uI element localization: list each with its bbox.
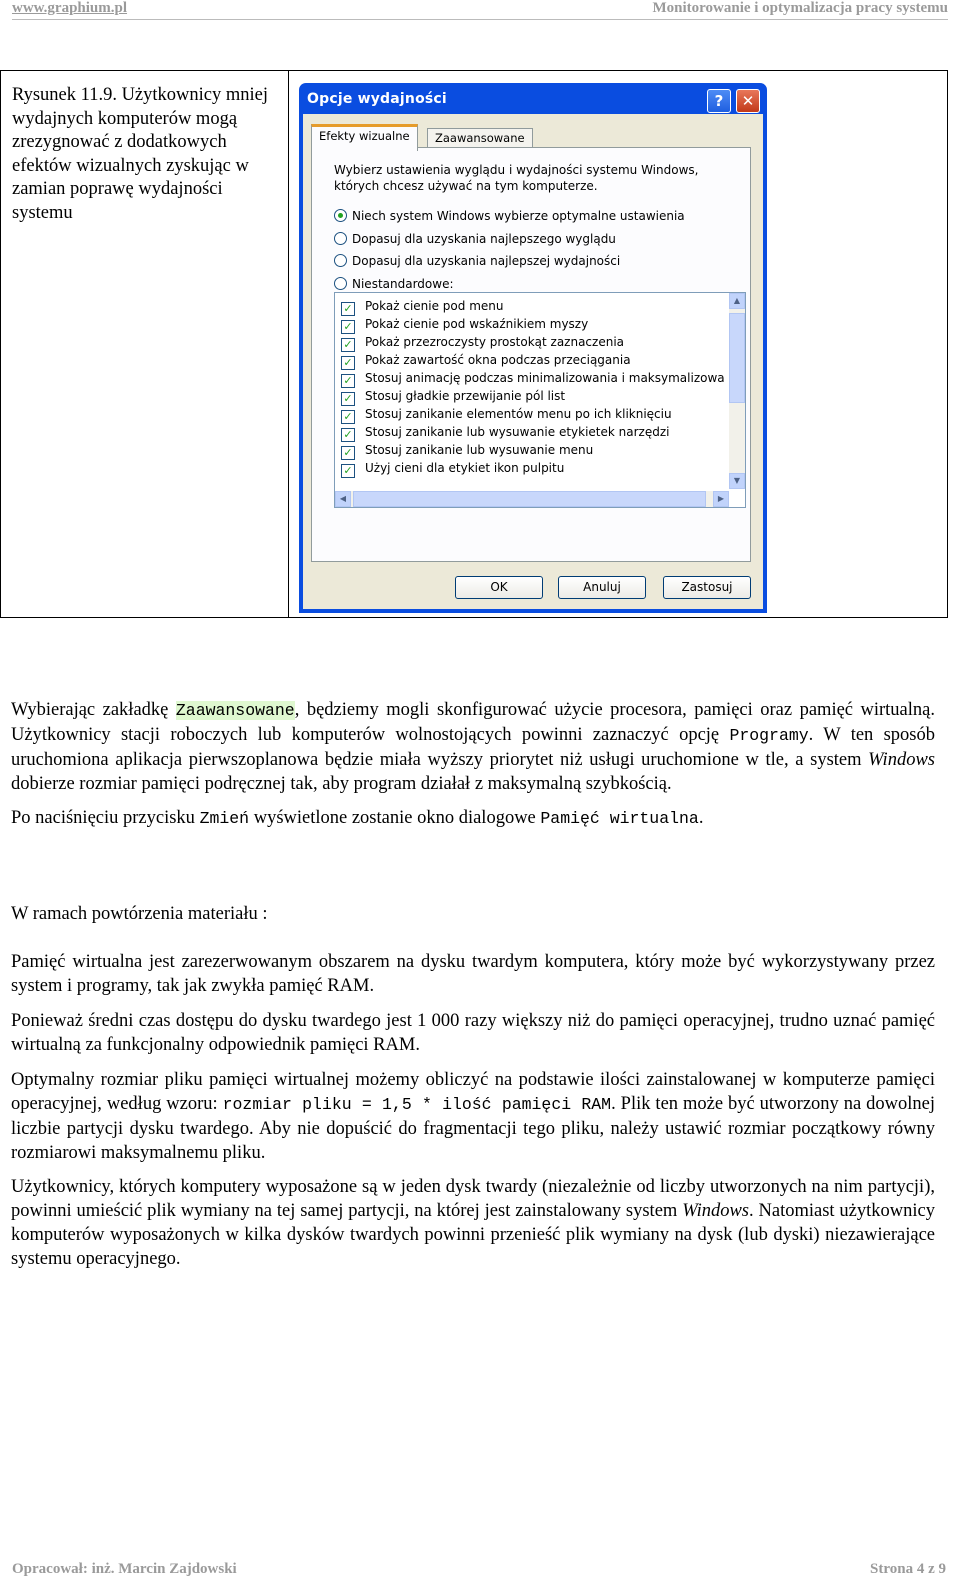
text-run: . Plik ten może być utworzony na dowolnej liczbie partycji dysku twardego. Aby nie dopuścić do fragmentacji tego pliku, należy ustawić rozmiar początkowy równy rozmiarowi maksymalnemu pliku. <box>11 1094 935 1163</box>
text-run: Po naciśnięciu przycisku <box>11 808 200 828</box>
radio-label: Dopasuj dla uzyskania najlepszej wydajności <box>352 254 621 268</box>
tab-visual-effects[interactable]: Efekty wizualne <box>311 124 418 151</box>
figure-caption: Rysunek 11.9. Użytkownicy mniej wydajnych komputerów mogą zrezygnować z dodatkowych efektów wizualnych zyskując w zamian poprawę wydajności systemu <box>12 85 269 223</box>
radio-label: Dopasuj dla uzyskania najlepszego wyglądu <box>352 232 616 246</box>
radio-icon <box>334 232 347 245</box>
checkbox-checked-icon: ✓ <box>341 356 355 370</box>
radio-selected-icon <box>334 209 347 222</box>
checkbox-item[interactable] <box>341 317 588 334</box>
scroll-right-icon[interactable]: ▶ <box>713 491 729 507</box>
checkbox-item[interactable] <box>341 371 725 388</box>
radio-icon <box>334 277 347 290</box>
apply-button[interactable]: Zastosuj <box>663 576 751 599</box>
scroll-left-icon[interactable]: ◀ <box>335 491 351 507</box>
figure-table <box>0 70 948 618</box>
dialog-body <box>303 114 763 609</box>
dialog-intro-text: Wybierz ustawienia wyglądu i wydajności systemu Windows, których chcesz używać na tym komputerze. <box>334 163 699 193</box>
radio-best-performance[interactable] <box>334 254 620 268</box>
text-run: . <box>698 808 704 828</box>
scroll-thumb-horizontal[interactable] <box>353 491 706 507</box>
paragraph-advanced-tab <box>11 698 935 796</box>
paragraph-review-heading: W ramach powtórzenia materiału : <box>11 904 268 924</box>
scroll-up-icon[interactable]: ▲ <box>729 293 745 309</box>
text-run: , będziemy mogli skonfigurować użycie procesora, pamięci oraz pamięć wirtualną. Użytkownicy stacji roboczych lub komputerów wolnostojących powinni zaznaczyć opcję <box>11 700 935 745</box>
text-run: Użytkownicy, których komputery wyposażone są w jeden dysk twardy (niezależnie od liczby utworzonych na nim partycji), powinni umieścić plik wymiany na tej samej partycji, na której jest zainstalowany system <box>11 1177 935 1221</box>
checkbox-checked-icon: ✓ <box>341 302 355 316</box>
code-zmien: Zmień <box>199 809 250 828</box>
checkbox-item[interactable] <box>341 299 503 316</box>
footer-author: Opracował: inż. Marcin Zajdowski <box>12 1561 237 1577</box>
checkbox-label: Użyj cieni dla etykiet ikon pulpitu <box>365 461 565 475</box>
checkbox-label: Pokaż przezroczysty prostokąt zaznaczenia <box>365 335 625 349</box>
text-run: wyświetlone zostanie okno dialogowe <box>249 808 541 828</box>
paragraph-optimal-size <box>11 1068 935 1165</box>
checkbox-item[interactable] <box>341 425 669 442</box>
visual-effects-list <box>334 292 746 508</box>
paragraph-virtual-memory-definition: Pamięć wirtualna jest zarezerwowanym obszarem na dysku twardym komputera, który może być wykorzystywany przez system i programy, tak jak zwykła pamięć RAM. <box>11 952 935 996</box>
code-formula: rozmiar pliku = 1,5 * ilość pamięci RAM <box>222 1095 612 1114</box>
header-title: Monitorowanie i optymalizacja pracy systemu <box>652 0 948 16</box>
radio-custom[interactable] <box>334 277 454 291</box>
performance-options-dialog <box>299 83 767 613</box>
text-run: dobierze rozmiar pamięci podręcznej tak, aby program działał z maksymalną szybkością. <box>11 774 672 794</box>
emphasis-windows: Windows <box>682 1201 750 1221</box>
paragraph-access-time: Ponieważ średni czas dostępu do dysku twardego jest 1 000 razy większy niż do pamięci operacyjnej, trudno uznać pamięć wirtualną za funkcjonalny odpowiednik pamięci RAM. <box>11 1011 935 1055</box>
checkbox-label: Stosuj zanikanie lub wysuwanie etykietek narzędzi <box>365 425 670 439</box>
radio-label: Niestandardowe: <box>352 277 454 291</box>
ok-button[interactable]: OK <box>455 576 543 599</box>
code-zaawansowane: Zaawansowane <box>175 701 295 720</box>
radio-best-appearance[interactable] <box>334 232 616 246</box>
vertical-scrollbar[interactable] <box>729 293 745 489</box>
cancel-button[interactable]: Anuluj <box>558 576 646 599</box>
checkbox-checked-icon: ✓ <box>341 338 355 352</box>
checkbox-item[interactable] <box>341 353 631 370</box>
checkbox-checked-icon: ✓ <box>341 320 355 334</box>
code-pamiec-wirtualna: Pamięć wirtualna <box>540 809 699 828</box>
header-rule <box>12 19 948 20</box>
code-programy: Programy <box>729 726 809 745</box>
radio-label: Niech system Windows wybierze optymalne ustawienia <box>352 209 685 223</box>
emphasis-windows: Windows <box>868 750 935 770</box>
tab-advanced[interactable]: Zaawansowane <box>427 128 533 149</box>
close-button[interactable]: ✕ <box>736 89 760 113</box>
text-run: . W ten sposób uruchomiona aplikacja pierwszoplanowa będzie miała wyższy priorytet niż usługi uruchomione w tle, a system <box>11 725 936 770</box>
checkbox-checked-icon: ✓ <box>341 410 355 424</box>
checkbox-label: Pokaż cienie pod menu <box>365 299 504 313</box>
paragraph-disk-placement <box>11 1175 935 1271</box>
radio-icon <box>334 254 347 267</box>
header-link[interactable]: www.graphium.pl <box>12 0 128 16</box>
checkbox-checked-icon: ✓ <box>341 374 355 388</box>
paragraph-change-button <box>11 806 935 831</box>
figure-divider <box>288 71 289 617</box>
checkbox-checked-icon: ✓ <box>341 464 355 478</box>
tab-panel <box>311 147 751 562</box>
dialog-title: Opcje wydajności <box>307 91 447 107</box>
checkbox-checked-icon: ✓ <box>341 428 355 442</box>
checkbox-label: Stosuj gładkie przewijanie pól list <box>365 389 566 403</box>
checkbox-label: Stosuj animację podczas minimalizowania i maksymalizowa <box>365 371 725 385</box>
text-run: . Natomiast użytkownicy komputerów wyposażonych w kilka dysków twardych powinni przenieść plik wymiany na dysk (lub dyski) niezawierające systemu operacyjnego. <box>11 1201 935 1269</box>
footer-page-number: Strona 4 z 9 <box>870 1561 946 1577</box>
checkbox-item[interactable] <box>341 389 565 406</box>
scroll-thumb[interactable] <box>729 313 745 403</box>
checkbox-checked-icon: ✓ <box>341 446 355 460</box>
text-run: Optymalny rozmiar pliku pamięci wirtualnej możemy obliczyć na podstawie ilości zainstalowanej w komputerze pamięci operacyjnej, według wzoru: <box>11 1070 935 1114</box>
help-button[interactable]: ? <box>707 89 731 113</box>
checkbox-item[interactable] <box>341 461 564 478</box>
checkbox-label: Stosuj zanikanie lub wysuwanie menu <box>365 443 594 457</box>
checkbox-label: Pokaż cienie pod wskaźnikiem myszy <box>365 317 589 331</box>
scroll-down-icon[interactable]: ▼ <box>729 473 745 489</box>
checkbox-item[interactable] <box>341 407 672 424</box>
checkbox-label: Stosuj zanikanie elementów menu po ich kliknięciu <box>365 407 672 421</box>
checkbox-label: Pokaż zawartość okna podczas przeciągania <box>365 353 631 367</box>
checkbox-checked-icon: ✓ <box>341 392 355 406</box>
horizontal-scrollbar[interactable] <box>335 491 729 507</box>
checkbox-item[interactable] <box>341 443 593 460</box>
checkbox-item[interactable] <box>341 335 624 352</box>
radio-let-windows-choose[interactable] <box>334 209 685 223</box>
text-run: Wybierając zakładkę <box>11 700 176 720</box>
